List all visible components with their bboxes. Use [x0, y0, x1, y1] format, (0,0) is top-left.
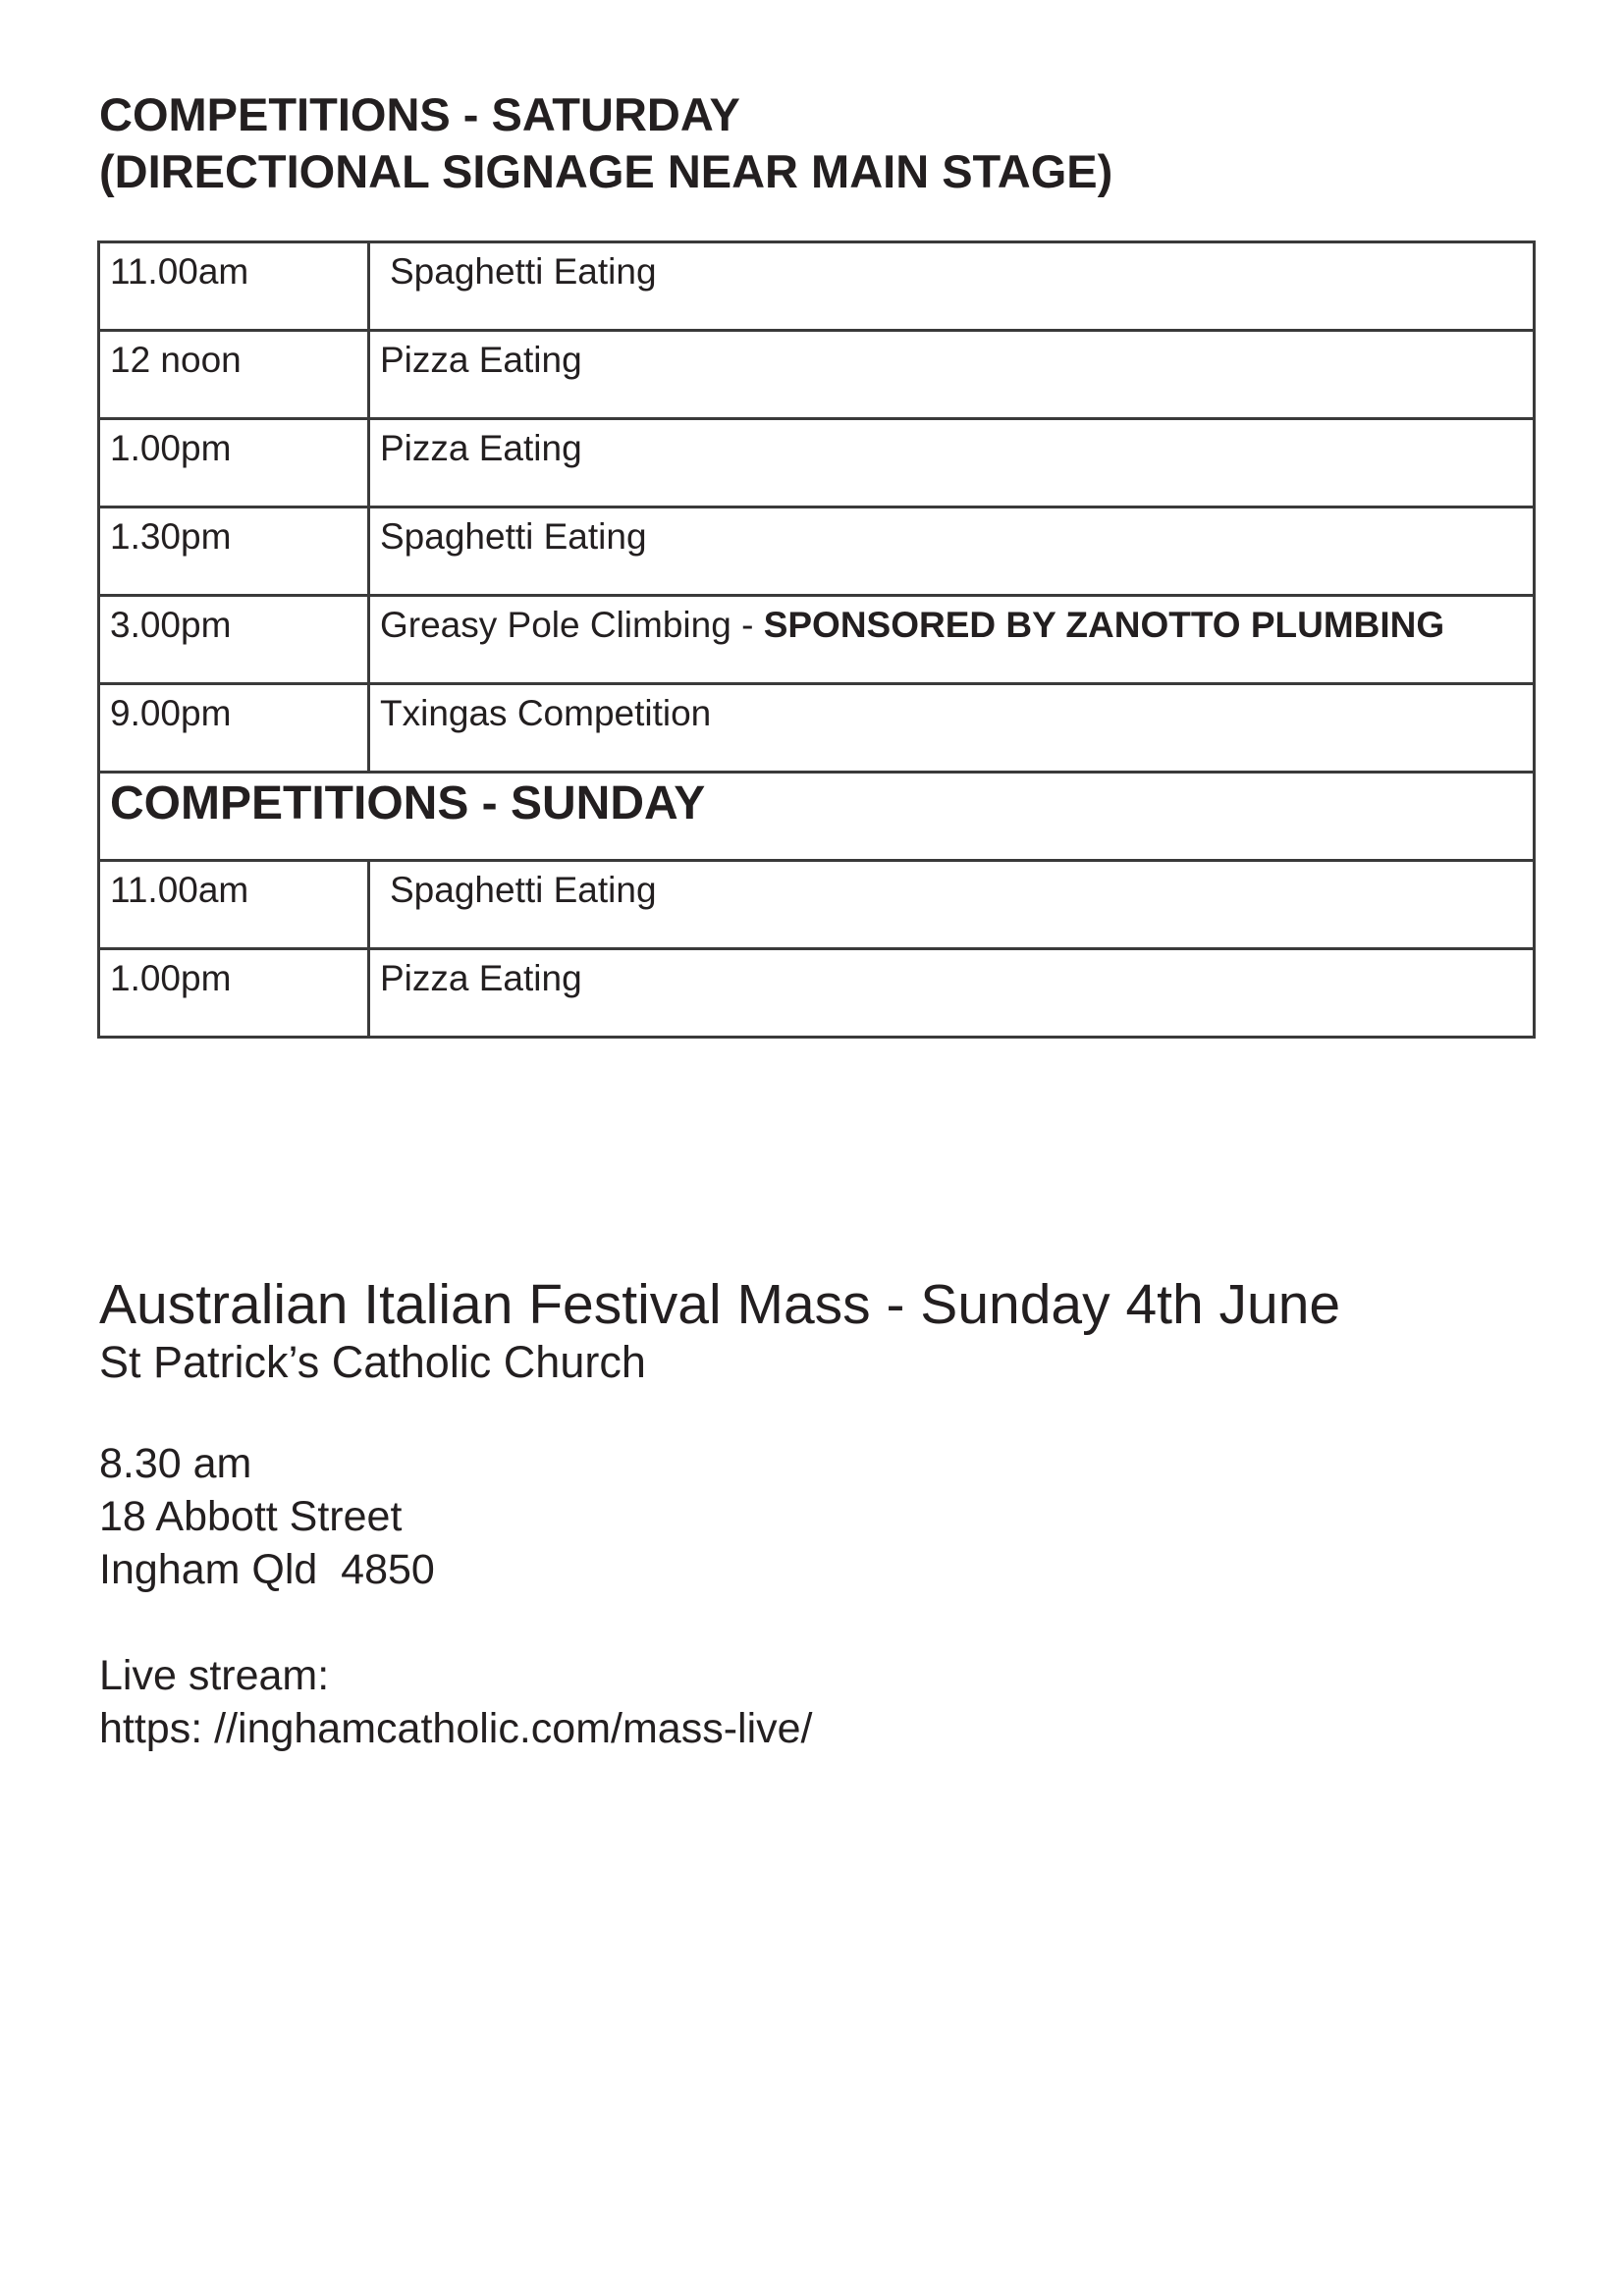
- mass-info-section: [99, 1272, 1533, 1755]
- event-cell: [369, 861, 1535, 949]
- mass-details: [99, 1437, 1533, 1596]
- saturday-competitions-heading: [99, 86, 1533, 200]
- time-cell: 1.30pm: [99, 507, 369, 596]
- sponsor-label: SPONSORED BY ZANOTTO PLUMBING: [763, 605, 1445, 645]
- mass-time: 8.30 am: [99, 1440, 252, 1487]
- event-label: Spaghetti Eating: [390, 870, 657, 910]
- time-cell: 12 noon: [99, 331, 369, 419]
- mass-title: Australian Italian Festival Mass - Sunday 4th June: [99, 1273, 1341, 1336]
- time-cell: 3.00pm: [99, 596, 369, 684]
- address-line-1: 18 Abbott Street: [99, 1493, 403, 1540]
- heading-line-2: (DIRECTIONAL SIGNAGE NEAR MAIN STAGE): [99, 145, 1113, 197]
- event-cell: Pizza Eating: [369, 949, 1535, 1038]
- sunday-competitions-heading: COMPETITIONS - SUNDAY: [99, 773, 1535, 861]
- live-stream-url[interactable]: https: //inghamcatholic.com/mass-live/: [99, 1705, 813, 1752]
- table-row: [99, 242, 1535, 331]
- event-label: Greasy Pole Climbing -: [380, 605, 764, 645]
- table-row: [99, 419, 1535, 507]
- live-stream-label: Live stream:: [99, 1652, 330, 1699]
- event-label: Spaghetti Eating: [390, 251, 657, 292]
- competition-schedule-table: [97, 240, 1536, 1039]
- event-cell: Pizza Eating: [369, 419, 1535, 507]
- address-line-2: Ingham Qld 4850: [99, 1546, 435, 1593]
- table-row: [99, 684, 1535, 773]
- event-cell: Pizza Eating: [369, 331, 1535, 419]
- time-cell: 1.00pm: [99, 419, 369, 507]
- event-cell: [369, 596, 1535, 684]
- time-cell: 9.00pm: [99, 684, 369, 773]
- table-row: [99, 507, 1535, 596]
- sunday-heading-row: [99, 773, 1535, 861]
- event-cell: [369, 242, 1535, 331]
- event-cell: Spaghetti Eating: [369, 507, 1535, 596]
- church-name: St Patrick’s Catholic Church: [99, 1337, 646, 1387]
- table-row: [99, 949, 1535, 1038]
- live-stream-section: [99, 1649, 1533, 1755]
- event-cell: Txingas Competition: [369, 684, 1535, 773]
- time-cell: 1.00pm: [99, 949, 369, 1038]
- time-cell: 11.00am: [99, 242, 369, 331]
- heading-line-1: COMPETITIONS - SATURDAY: [99, 88, 740, 140]
- table-row: [99, 331, 1535, 419]
- time-cell: 11.00am: [99, 861, 369, 949]
- table-row: [99, 861, 1535, 949]
- table-row: [99, 596, 1535, 684]
